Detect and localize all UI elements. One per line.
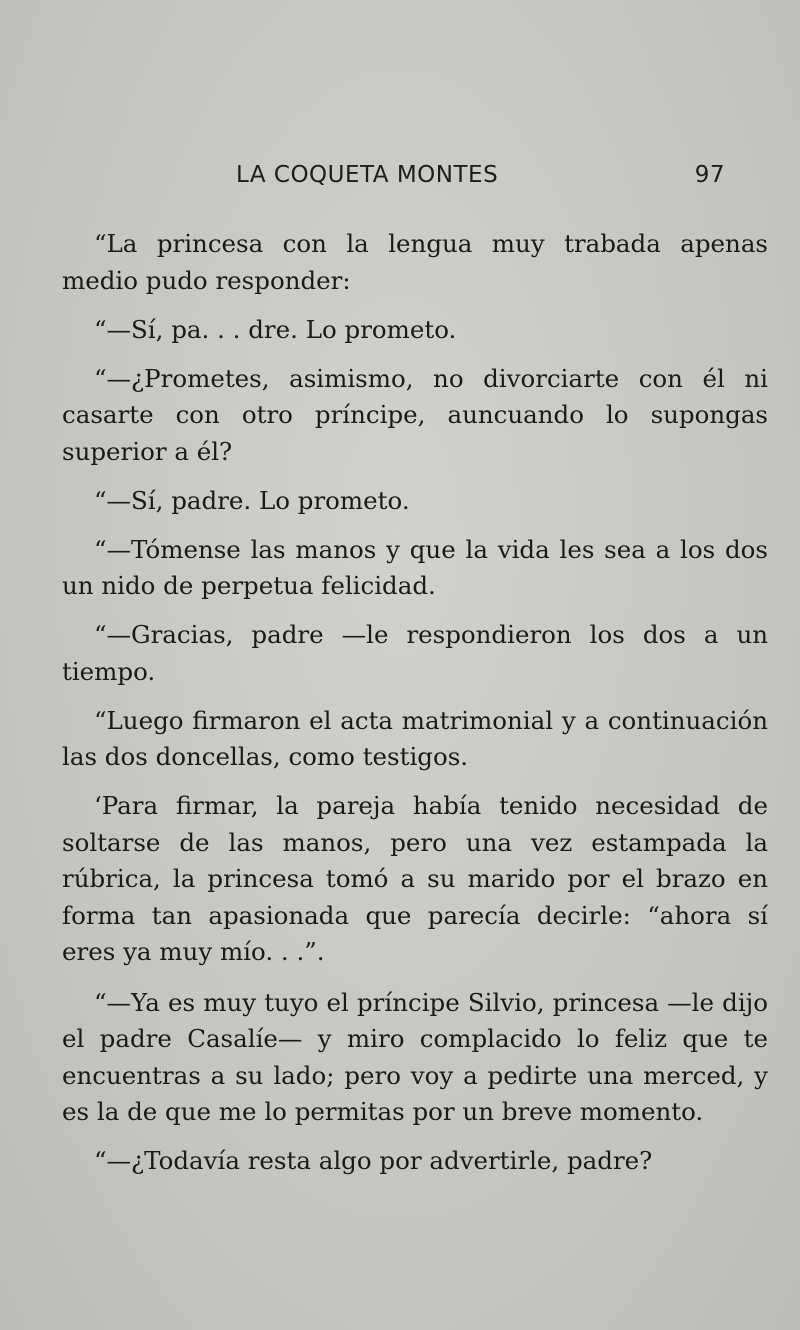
- running-head: LA COQUETA MONTES: [236, 162, 499, 188]
- paragraph: “—Sí, padre. Lo prometo.: [94, 485, 410, 515]
- page-header: [60, 160, 725, 200]
- paragraph: “—Sí, pa. . . dre. Lo prometo.: [94, 314, 457, 344]
- paragraph: “Luego firmaron el acta matrimonial y a continuación las dos doncellas, como testigos.: [62, 705, 768, 771]
- paragraph: “—Tómense las manos y que la vida les sea a los dos un nido de perpetua felicidad.: [62, 534, 768, 600]
- paragraph: “—¿Todavía resta algo por advertirle, padre?: [94, 1146, 653, 1175]
- page-body: [62, 226, 768, 1192]
- paragraph: “—Gracias, padre —le respondieron los dos a un tiempo.: [62, 620, 768, 686]
- paragraph: “—Ya es muy tuyo el príncipe Silvio, princesa —le dijo el padre Casalíe— y miro complacido lo feliz que te encuentras a su lado; pero voy a pedirte una merced, y es la de que me lo permitas por un breve momento.: [62, 987, 768, 1126]
- paragraph: “La princesa con la lengua muy trabada apenas medio pudo responder:: [62, 229, 768, 295]
- page-number: 97: [694, 162, 725, 188]
- paragraph: ‘Para firmar, la pareja había tenido necesidad de soltarse de las manos, pero una vez estampada la rúbrica, la princesa tomó a su marido por el brazo en forma tan apasionada que parecía decirle: “ahora sí eres ya muy mío. . .”.: [62, 791, 768, 966]
- paragraph: “—¿Prometes, asimismo, no divorciarte con él ni casarte con otro príncipe, auncuando lo supongas superior a él?: [62, 363, 768, 466]
